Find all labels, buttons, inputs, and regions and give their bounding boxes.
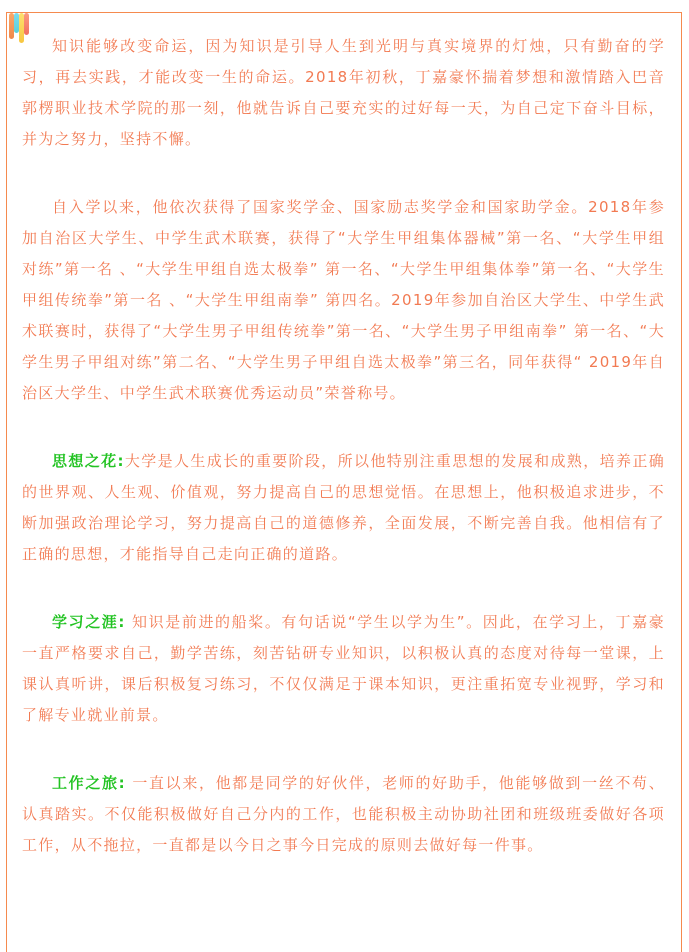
paragraph-intro: [22, 31, 665, 155]
paragraph-text: 知识能够改变命运，因为知识是引导人生到光明与真实境界的灯烛，只有勤奋的学习，再去实践，才能改变一生的命运。2018年初秋，丁嘉豪怀揣着梦想和激情踏入巴音郭楞职业技术学院的那一刻，他就告诉自己要充实的过好每一天，为自己定下奋斗目标，并为之努力，坚持不懈。: [22, 37, 665, 148]
paragraph-awards: [22, 192, 665, 409]
paragraph-text: 自入学以来，他依次获得了国家奖学金、国家励志奖学金和国家助学金。2018年参加自治区大学生、中学生武术联赛，获得了“大学生甲组集体器械”第一名、“大学生甲组对练”第一名 、“大学生甲组自选太极拳” 第一名、“大学生甲组集体拳”第一名、“大学生甲组传统拳”第一名 、“大学生甲组南拳” 第四名。2019年参加自治区大学生、中学生武术联赛时，获得了“大学生男子甲组传统拳”第一名、“大学生男子甲组南拳” 第一名、“大学生男子甲组对练”第二名、“大学生男子甲组自选太极拳”第三名，同年获得“ 2019年自治区大学生、中学生武术联赛优秀运动员”荣誉称号。: [22, 198, 665, 402]
article-body: [22, 31, 665, 898]
paragraph-text: 大学是人生成长的重要阶段，所以他特别注重思想的发展和成熟，培养正确的世界观、人生观、价值观，努力提高自己的思想觉悟。在思想上，他积极追求进步，不断加强政治理论学习，努力提高自己的道德修养，全面发展，不断完善自我。他相信有了正确的思想，才能指导自己走向正确的道路。: [22, 452, 665, 563]
paragraph-study: [22, 607, 665, 731]
paragraph-text: 一直以来，他都是同学的好伙伴，老师的好助手，他能够做到一丝不苟、认真踏实。不仅能积极做好自己分内的工作，也能积极主动协助社团和班级班委做好各项工作，从不拖拉，一直都是以今日之事今日完成的原则去做好每一件事。: [22, 774, 666, 854]
paragraph-thought: [22, 446, 665, 570]
section-label: 工作之旅:: [52, 774, 126, 792]
section-label: 学习之涯:: [52, 613, 126, 631]
paragraph-text: 知识是前进的船桨。有句话说“学生以学为生”。因此，在学习上，丁嘉豪一直严格要求自己，勤学苦练，刻苦钻研专业知识，以积极认真的态度对待每一堂课，上课认真听讲，课后积极复习练习，不仅仅满足于课本知识，更注重拓宽专业视野，学习和了解专业就业前景。: [22, 613, 665, 724]
section-label: 思想之花:: [52, 452, 125, 470]
paragraph-work: [22, 768, 665, 861]
